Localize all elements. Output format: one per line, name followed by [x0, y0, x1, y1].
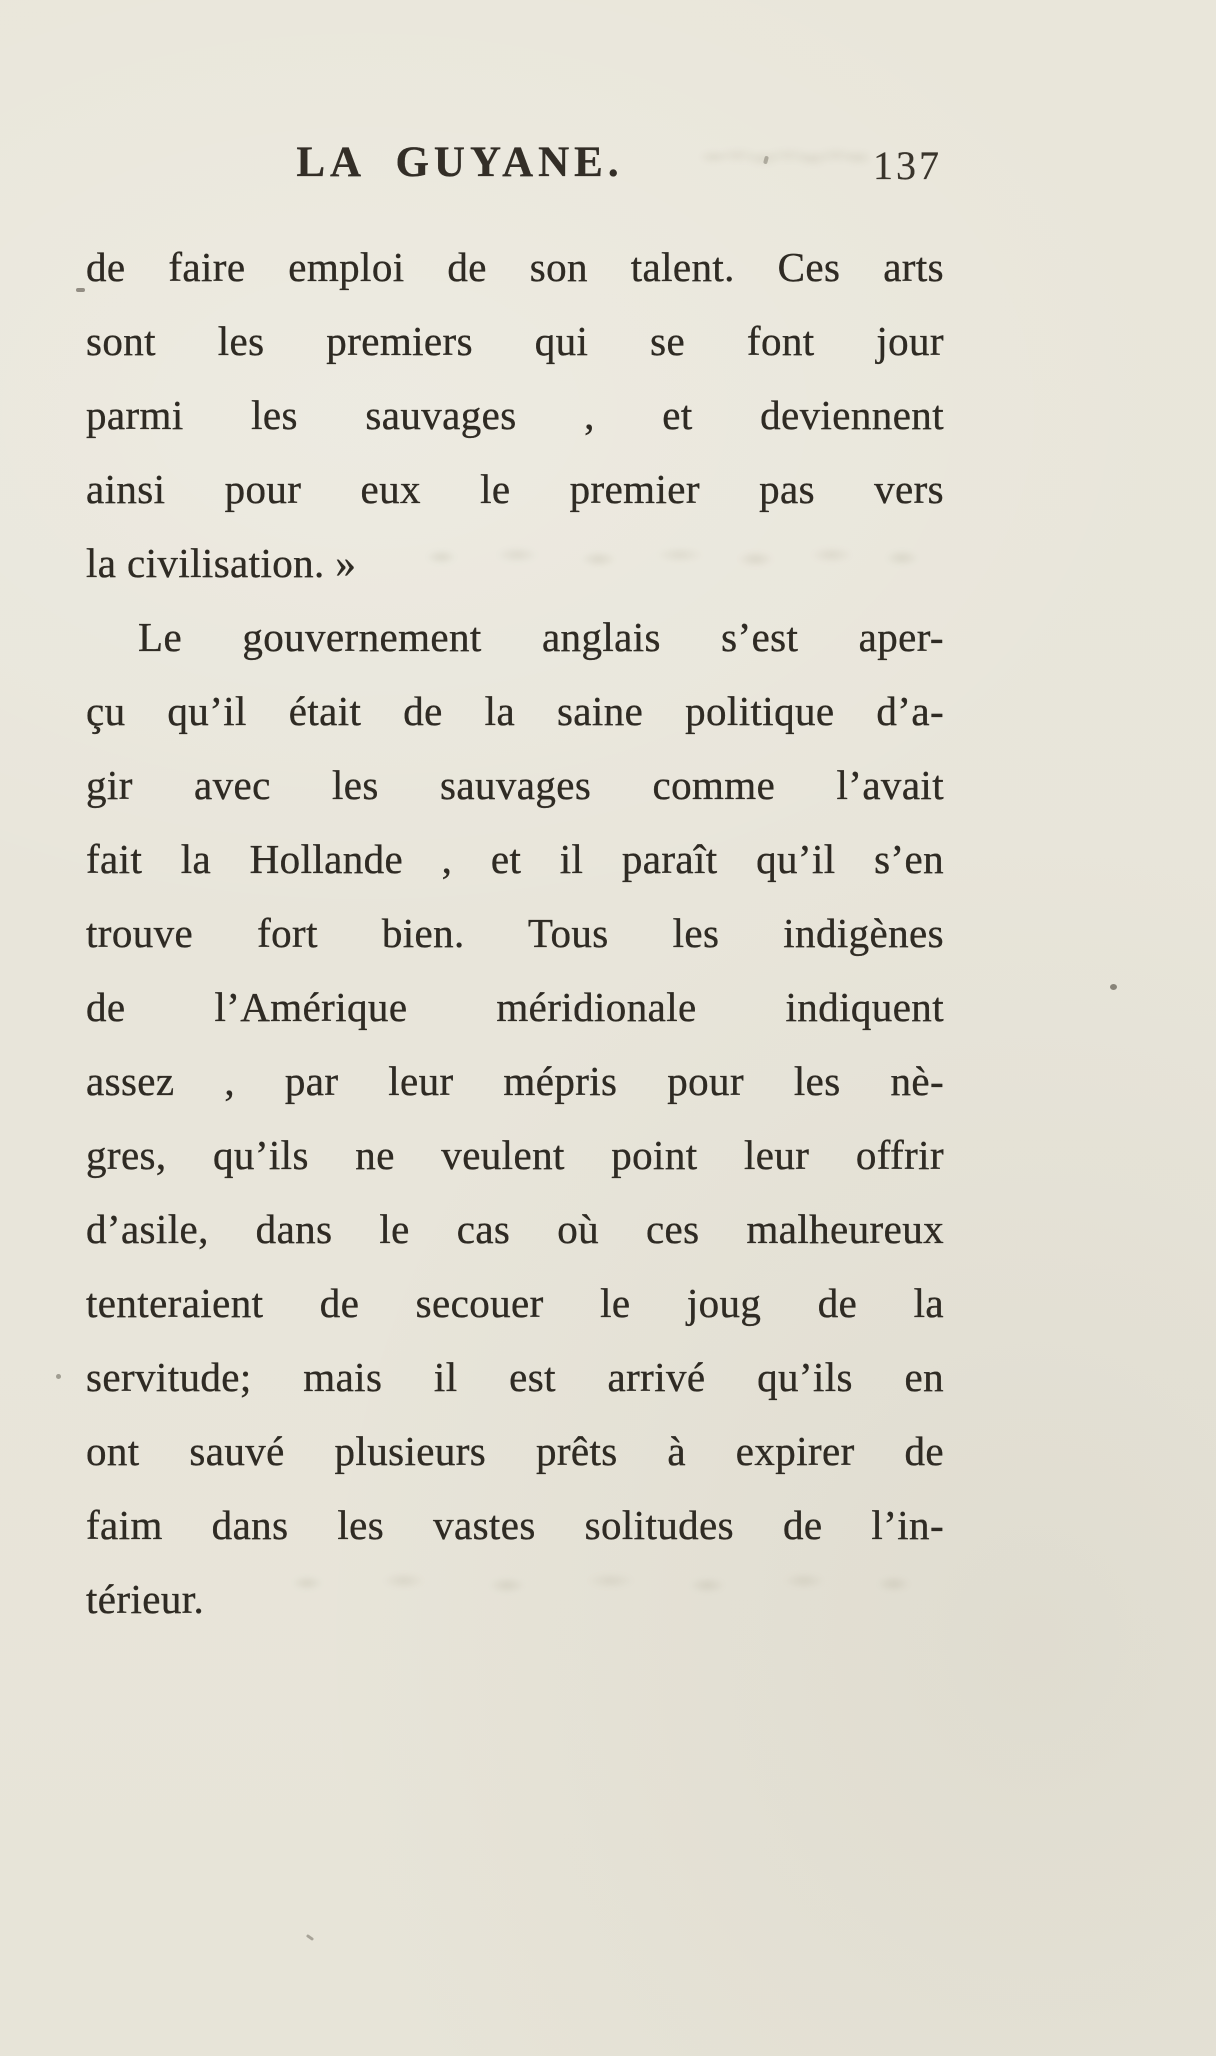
text-line: d’asile, dans le cas où ces malheureux — [86, 1206, 944, 1252]
text-line: ainsi pour eux le premier pas vers — [86, 466, 944, 512]
text-line: servitude; mais il est arrivé qu’ils en — [86, 1354, 944, 1400]
text-line: tenteraient de secouer le joug de la — [86, 1280, 944, 1326]
text-line: gir avec les sauvages comme l’avait — [86, 762, 944, 808]
text-line: çu qu’il était de la saine politique d’a- — [86, 688, 944, 734]
text-line: faim dans les vastes solitudes de l’in- — [86, 1502, 944, 1548]
text-line: fait la Hollande , et il paraît qu’il s’en — [86, 836, 944, 882]
text-line: parmi les sauvages , et deviennent — [86, 392, 944, 438]
text-line: de faire emploi de son talent. Ces arts — [86, 244, 944, 290]
text-line: gres, qu’ils ne veulent point leur offrir — [86, 1132, 944, 1178]
paper-speck — [306, 1934, 314, 1941]
paper-speck — [1110, 984, 1117, 990]
text-line: la civilisation. » — [86, 540, 357, 586]
page-title: LA GUYANE. — [296, 139, 624, 186]
text-block — [86, 230, 944, 1636]
text-line: ont sauvé plusieurs prêts à expirer de — [86, 1428, 944, 1474]
paper-speck — [56, 1374, 61, 1379]
text-line: térieur. — [86, 1576, 205, 1622]
text-line: assez , par leur mépris pour les nè- — [86, 1058, 944, 1104]
running-head — [86, 138, 944, 194]
text-line: de l’Amérique méridionale indiquent — [86, 984, 944, 1030]
text-line: sont les premiers qui se font jour — [86, 318, 944, 364]
paper-speck — [76, 288, 85, 292]
text-line: trouve fort bien. Tous les indigènes — [86, 910, 944, 956]
page-number: 137 — [873, 143, 942, 188]
text-line: Le gouvernement anglais s’est aper- — [138, 614, 944, 660]
